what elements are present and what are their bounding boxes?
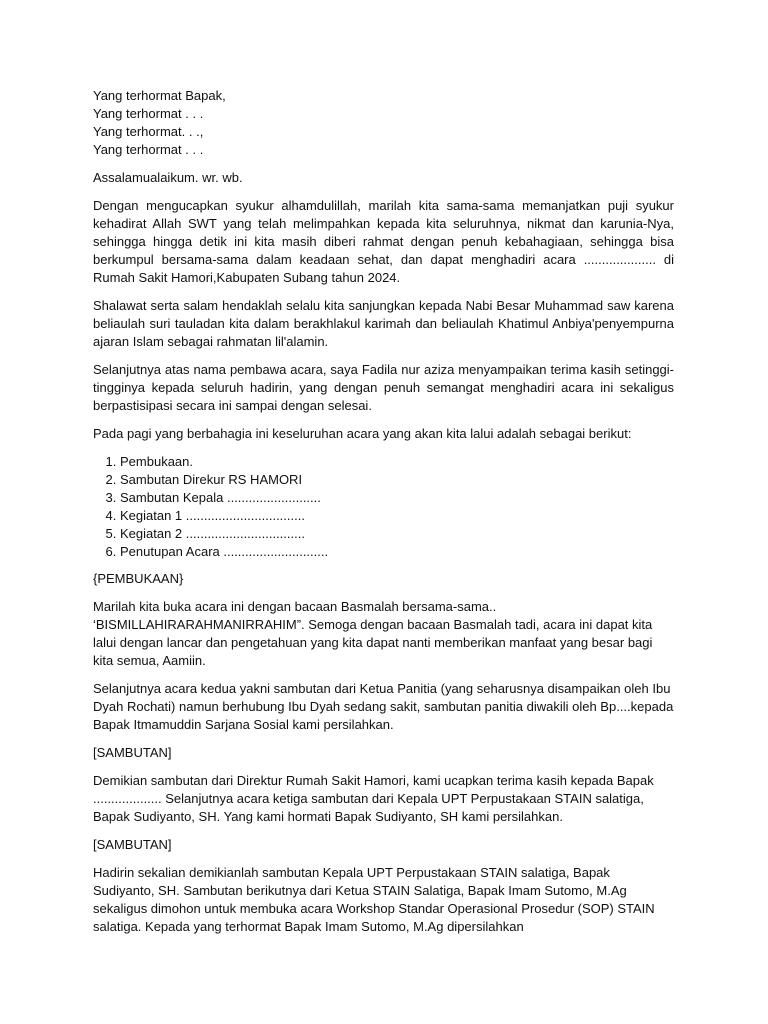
agenda-item: 2. Sambutan Direkur RS HAMORI bbox=[120, 471, 674, 489]
agenda-item: 4. Kegiatan 1 ................................. bbox=[120, 507, 674, 525]
sambutan-tag-2: [SAMBUTAN] bbox=[93, 837, 172, 852]
gratitude-paragraph: Dengan mengucapkan syukur alhamdulillah, marilah kita sama-sama memanjatkan puji syukur kehadirat Allah SWT yang telah melimpahkan kepada kita seluruhnya, nikmat dan karunia-Nya, sehingga hingga detik ini kita masih diberi rahmat dengan penuh kebahagiaan, sehingga bisa berkumpul bersama-sama dalam keadaan sehat, dan dapat menghadiri acara .................... di Rumah Sakit Hamori,Kabupaten Subang tahun 2024. bbox=[93, 198, 674, 285]
transition-paragraph-2: Demikian sambutan dari Direktur Rumah Sakit Hamori, kami ucapkan terima kasih kepada Bapak ................... Selanjutnya acara ketiga sambutan dari Kepala UPT Perpustakaan STAIN salatiga, Bapak Sudiyanto, SH. Yang kami hormati Bapak Sudiyanto, SH kami persilahkan. bbox=[93, 773, 654, 824]
salutation-line-1: Yang terhormat Bapak, bbox=[93, 88, 226, 103]
salutation-block bbox=[93, 87, 674, 159]
opening-greeting: Assalamualaikum. wr. wb. bbox=[93, 170, 243, 185]
agenda-item: 1. Pembukaan. bbox=[120, 453, 674, 471]
agenda-intro: Pada pagi yang berbahagia ini keseluruhan acara yang akan kita lalui adalah sebagai berikut: bbox=[93, 426, 632, 441]
salutation-line-2: Yang terhormat . . . bbox=[93, 106, 204, 121]
shalawat-paragraph: Shalawat serta salam hendaklah selalu kita sanjungkan kepada Nabi Besar Muhammad saw karena beliaulah suri tauladan kita dalam berakhlakul karimah dan beliaulah Khatimul Anbiya'penyempurna ajaran Islam sebagai rahmatan lil'alamin. bbox=[93, 298, 674, 349]
agenda-item: 5. Kegiatan 2 ................................. bbox=[120, 525, 674, 543]
document-page bbox=[93, 87, 674, 946]
agenda-item: 6. Penutupan Acara ............................. bbox=[120, 543, 674, 561]
pembukaan-paragraph: Marilah kita buka acara ini dengan bacaan Basmalah bersama-sama.. ‘BISMILLAHIRARAHMANIRRAHIM”. Semoga dengan bacaan Basmalah tadi, acara ini dapat kita lalui dengan lancar dan pengetahuan yang kita dapat nanti memberikan manfaat yang besar bagi kita semua, Aamiin. bbox=[93, 599, 653, 668]
sambutan-tag-1: [SAMBUTAN] bbox=[93, 745, 172, 760]
pembukaan-tag: {PEMBUKAAN} bbox=[93, 571, 184, 586]
thanks-paragraph: Selanjutnya atas nama pembawa acara, saya Fadila nur aziza menyampaikan terima kasih setinggi-tingginya kepada seluruh hadirin, yang dengan penuh semangat menghadiri acara ini sekaligus berpastisipasi secara ini sampai dengan selesai. bbox=[93, 362, 674, 413]
agenda-item: 3. Sambutan Kepala .......................... bbox=[120, 489, 674, 507]
salutation-line-3: Yang terhormat. . ., bbox=[93, 124, 204, 139]
salutation-line-4: Yang terhormat . . . bbox=[93, 142, 204, 157]
transition-paragraph-1: Selanjutnya acara kedua yakni sambutan dari Ketua Panitia (yang seharusnya disampaikan oleh Ibu Dyah Rochati) namun berhubung Ibu Dyah sedang sakit, sambutan panitia diwakili oleh Bp....kepada Bapak Itmamuddin Sarjana Sosial kami persilahkan. bbox=[93, 681, 674, 732]
agenda-list bbox=[93, 453, 674, 561]
transition-paragraph-3: Hadirin sekalian demikianlah sambutan Kepala UPT Perpustakaan STAIN salatiga, Bapak Sudiyanto, SH. Sambutan berikutnya dari Ketua STAIN Salatiga, Bapak Imam Sutomo, M.Ag sekaligus dimohon untuk membuka acara Workshop Standar Operasional Prosedur (SOP) STAIN salatiga. Kepada yang terhormat Bapak Imam Sutomo, M.Ag dipersilahkan bbox=[93, 865, 655, 934]
